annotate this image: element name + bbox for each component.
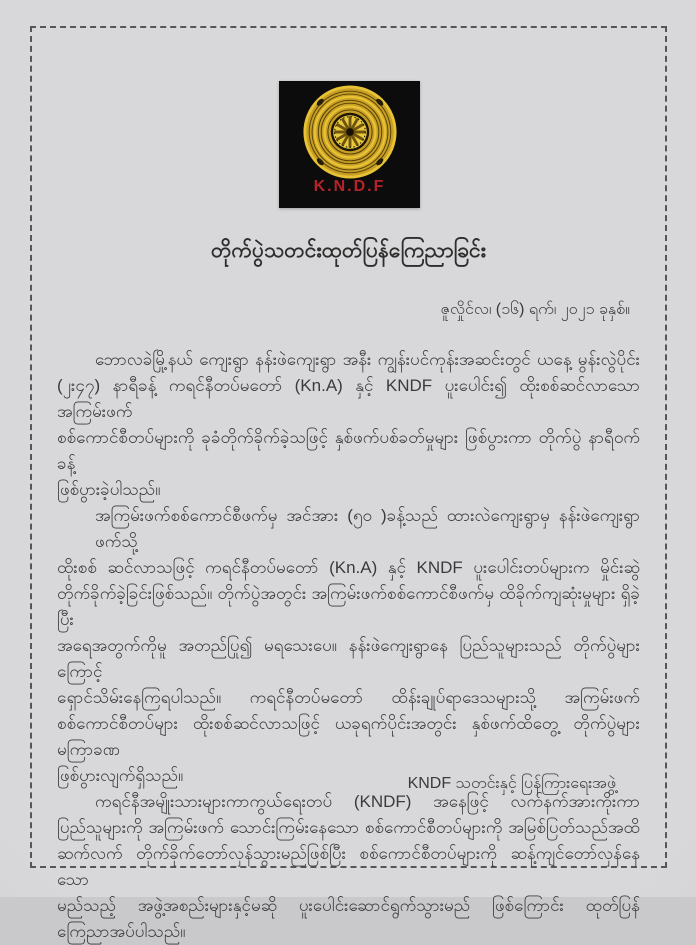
paragraph-line: တိုက်ခိုက်ခဲ့ခြင်းဖြစ်သည်။ တိုက်ပွဲအတွင်း အကြမ်းဖက်စစ်ကောင်စီဖက်မှ ထိခိုက်ကျဆုံးမှုများ ရှိခဲ့ပြီး bbox=[57, 584, 640, 629]
paragraph-3 bbox=[57, 789, 640, 945]
document-title: တိုက်ပွဲသတင်းထုတ်ပြန်ကြေညာခြင်း bbox=[211, 239, 486, 262]
paragraph-line: (၂း၄၇) နာရီခန့် ကရင်နီတပ်မတော် (Kn.A) နှင့် KNDF ပူးပေါင်း၍ ထိုးစစ်ဆင်လာသော အကြမ်းဖက် bbox=[57, 376, 640, 421]
paragraph-line: ဖြစ်ပွားခဲ့ပါသည်။ bbox=[57, 480, 161, 499]
paragraph-line: စစ်ကောင်စီတပ်များကို ခုခံတိုက်ခိုက်ခဲ့သဖြင့် နှစ်ဖက်ပစ်ခတ်မှုများ ဖြစ်ပွားကာ တိုက်ပွဲ နာရီဝက်ခန့် bbox=[57, 428, 640, 473]
kndf-acronym-label: K.N.D.F bbox=[313, 178, 386, 195]
frog-drum-emblem-icon bbox=[302, 84, 398, 180]
paragraph-line: ရှောင်သိမ်းနေကြရပါသည်။ ကရင်နီတပ်မတော် ထိန်းချုပ်ရာဒေသများသို့ အကြမ်းဖက် bbox=[57, 688, 640, 707]
kndf-logo bbox=[279, 81, 420, 208]
paragraph-line: မည်သည့် အဖွဲ့အစည်းများနှင့်မဆို ပူးပေါင်းဆောင်ရွက်သွားမည် ဖြစ်ကြောင်း ထုတ်ပြန် bbox=[57, 896, 640, 915]
paragraph-line: အရေအတွက်ကိုမူ အတည်ပြု၍ မရသေးပေ။ နန်းဖဲကျေးရွာနေ ပြည်သူများသည် တိုက်ပွဲများကြောင့် bbox=[57, 636, 640, 681]
paragraph-line: ဆက်လက် တိုက်ခိုက်တော်လှန်သွားမည်ဖြစ်ပြီး စစ်ကောင်စီတပ်များကို ဆန့်ကျင်တော်လှန်နေသော bbox=[57, 844, 640, 889]
document-body bbox=[57, 347, 640, 945]
paragraph-line: စစ်ကောင်စီတပ်များ ထိုးစစ်ဆင်လာသဖြင့် ယခုရက်ပိုင်းအတွင်း နှစ်ဖက်ထိတွေ့ တိုက်ပွဲများမကြာခဏ bbox=[57, 714, 640, 759]
paragraph-1 bbox=[57, 347, 640, 503]
paragraph-line: ဘောလခဲမြို့နယ် ကျေးရွာ နန်းဖဲကျေးရွာ အနီး ကျွန်းပင်ကုန်းအဆင်းတွင် ယနေ့ မွန်းလွဲပိုင်း bbox=[95, 350, 640, 369]
paragraph-line: ကရင်နီအမျိုးသားများကာကွယ်ရေးတပ် (KNDF) အနေဖြင့် လက်နက်အားကိုးကာ bbox=[95, 792, 640, 811]
paragraph-line: ထိုးစစ် ဆင်လာသဖြင့် ကရင်နီတပ်မတော် (Kn.A) နှင့် KNDF ပူးပေါင်းတပ်များက မှိုင်းဆွဲ bbox=[57, 558, 640, 577]
paragraph-line: ဖြစ်ပွားလျက်ရှိသည်။ bbox=[57, 766, 184, 785]
paragraph-line: အကြမ်းဖက်စစ်ကောင်စီဖက်မှ အင်အား (၅၀ )ခန့်သည် ထားလဲကျေးရွာမှ နန်းဖဲကျေးရွာဖက်သို့ bbox=[95, 506, 640, 551]
date-line: ဇူလှိုင်လ၊ (၁၆) ရက်၊ ၂၀၂၁ ခုနှစ်။ bbox=[440, 301, 630, 318]
signature-line: KNDF သတင်းနှင့် ပြန်ကြားရေးအဖွဲ့ bbox=[407, 775, 616, 792]
paragraph-line: ပြည်သူများကို အကြမ်းဖက် သောင်းကြမ်းနေသော စစ်ကောင်စီတပ်များကို အမြစ်ပြတ်သည်အထိ bbox=[57, 818, 640, 837]
paragraph-2 bbox=[57, 503, 640, 789]
paragraph-line: ကြေညာအပ်ပါသည်။ bbox=[57, 922, 186, 941]
